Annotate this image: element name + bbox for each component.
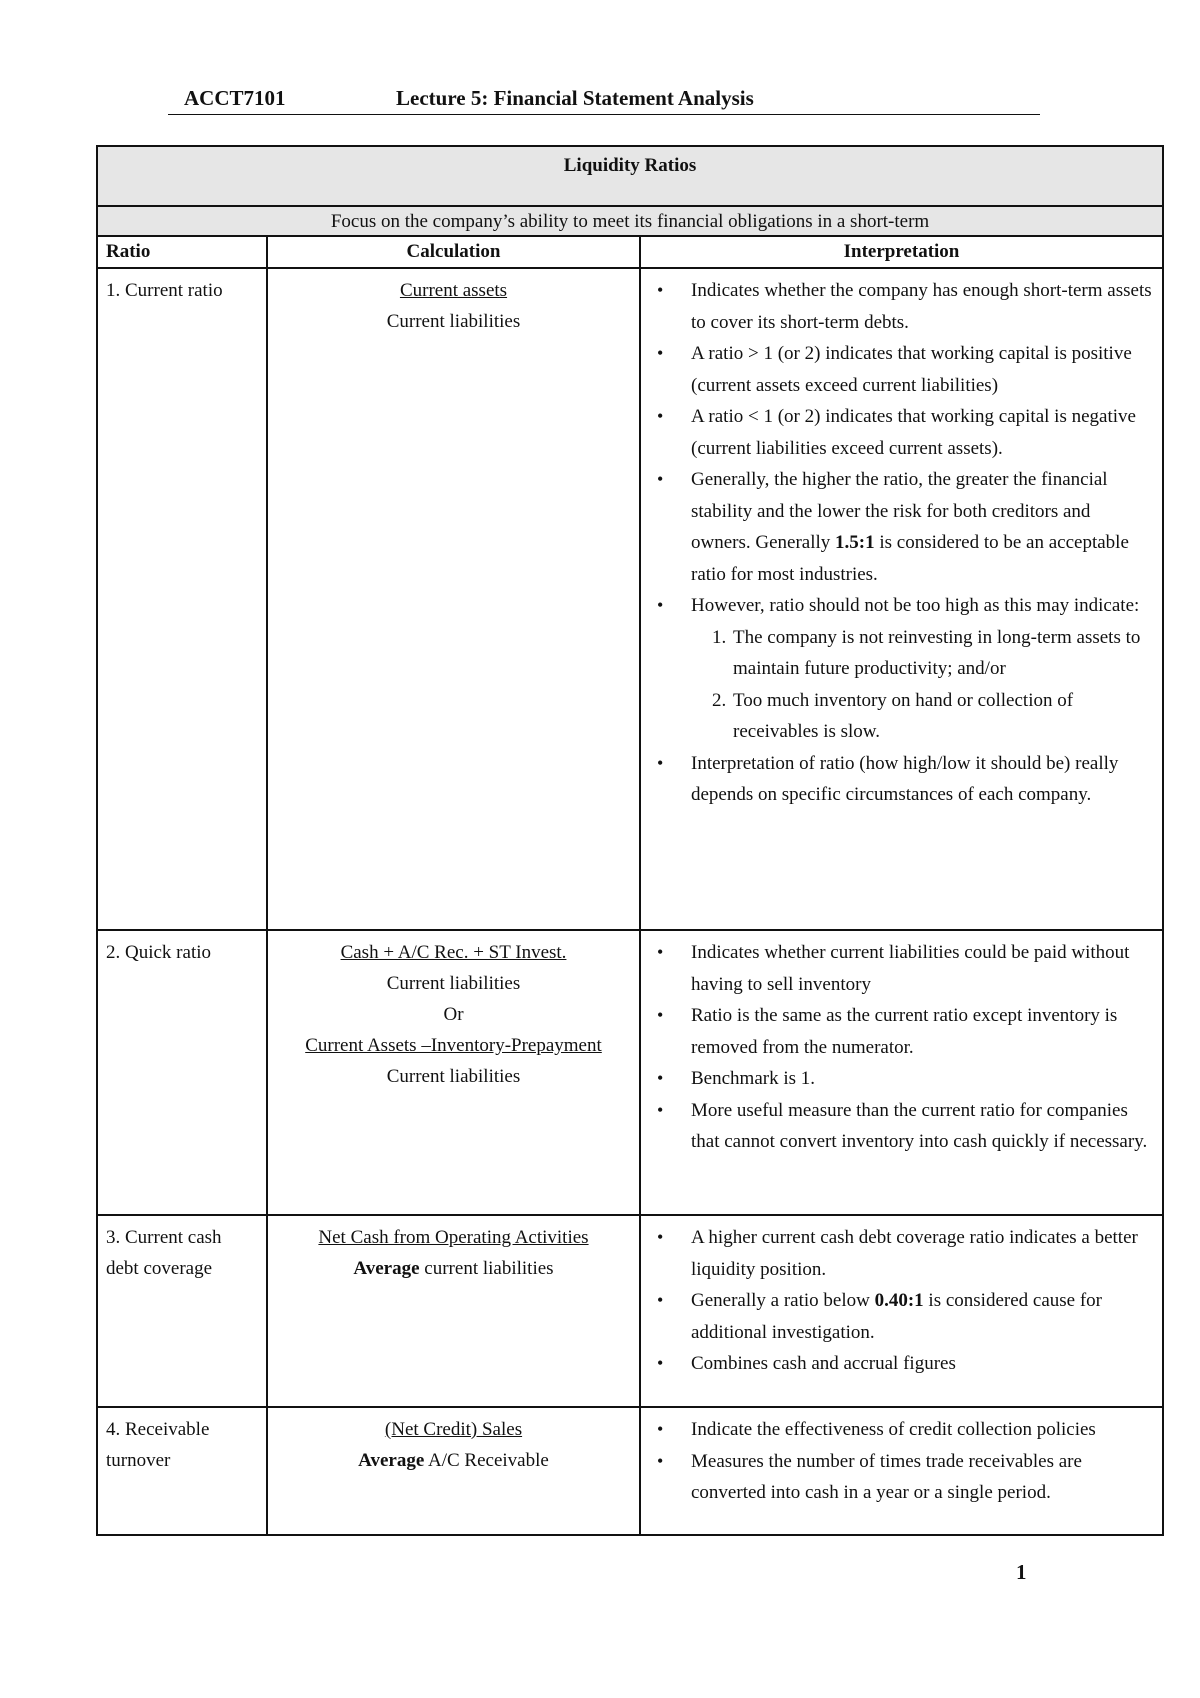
calc-denominator-alt: Current liabilities [386,1066,521,1087]
list-item: • Combines cash and accrual figures [691,1348,1152,1380]
list-item: • A ratio < 1 (or 2) indicates that working capital is negative (current liabilities exceed current assets). [691,401,1152,464]
list-item: • However, ratio should not be too high as this may indicate: 1. The company is not reinvesting in long-term assets to maintain future productivity; and/or 2. Too much inventory on hand or collection of receivables is slow. [691,590,1152,748]
list-item: • Benchmark is 1. [691,1063,1152,1095]
ratio-name: 2. Quick ratio [97,930,267,1215]
list-item: • Interpretation of ratio (how high/low it should be) really depends on specific circumstances of each company. [691,748,1152,811]
course-code: ACCT7101 [184,86,286,110]
list-item: • Ratio is the same as the current ratio except inventory is removed from the numerator. [691,1000,1152,1063]
ratio-interpretation [640,1215,1163,1407]
sub-list-item: 2. Too much inventory on hand or collection of receivables is slow. [731,685,1152,748]
ratio-interpretation [640,268,1163,930]
column-header-ratio: Ratio [97,236,267,268]
calc-denominator: Current liabilities [386,973,521,994]
lecture-title: Lecture 5: Financial Statement Analysis [396,86,754,110]
ratio-name: 3. Current cash debt coverage [97,1215,267,1407]
ratio-calculation [267,1407,640,1535]
calc-denominator: Average current liabilities [353,1258,554,1279]
calc-numerator: Current assets [399,280,508,301]
bold-benchmark: 1.5:1 [835,532,875,553]
list-item: • Generally a ratio below 0.40:1 is considered cause for additional investigation. [691,1285,1152,1348]
page-number: 1 [1016,1560,1027,1584]
table-row [97,1407,1163,1535]
liquidity-ratios-table [96,145,1164,1536]
list-item: • Measures the number of times trade receivables are converted into cash in a year or a single period. [691,1446,1152,1509]
calc-or: Or [443,1004,464,1025]
ratio-calculation [267,1215,640,1407]
list-item: • Indicates whether current liabilities could be paid without having to sell inventory [691,937,1152,1000]
column-header-interpretation: Interpretation [640,236,1163,268]
ratio-name: 4. Receivable turnover [97,1407,267,1535]
calc-denominator: Average A/C Receivable [358,1450,549,1471]
ratio-interpretation [640,1407,1163,1535]
list-item: • More useful measure than the current ratio for companies that cannot convert inventory into cash quickly if necessary. [691,1095,1152,1158]
list-item: • A ratio > 1 (or 2) indicates that working capital is positive (current assets exceed current liabilities) [691,338,1152,401]
list-item: • Generally, the higher the ratio, the greater the financial stability and the lower the risk for both creditors and owners. Generally 1.5:1 is considered to be an acceptable ratio for most industries. [691,464,1152,590]
table-row [97,268,1163,930]
list-item: • A higher current cash debt coverage ratio indicates a better liquidity position. [691,1222,1152,1285]
page-header [168,86,1040,115]
calc-denominator: Current liabilities [386,311,521,332]
table-row [97,1215,1163,1407]
ratio-calculation [267,930,640,1215]
sub-list-item: 1. The company is not reinvesting in long-term assets to maintain future productivity; and/or [731,622,1152,685]
list-item: • Indicate the effectiveness of credit collection policies [691,1414,1152,1446]
table-title: Liquidity Ratios [97,146,1163,206]
sub-list [691,622,1152,748]
list-item: • Indicates whether the company has enough short-term assets to cover its short-term debts. [691,275,1152,338]
calc-numerator: Cash + A/C Rec. + ST Invest. [340,942,567,963]
calc-numerator-alt: Current Assets –Inventory-Prepayment [305,1035,602,1056]
calc-numerator: (Net Credit) Sales [384,1419,523,1440]
column-header-calculation: Calculation [267,236,640,268]
ratio-calculation [267,268,640,930]
table-focus: Focus on the company’s ability to meet its financial obligations in a short-term [97,206,1163,236]
calc-numerator: Net Cash from Operating Activities [318,1227,589,1248]
ratio-interpretation [640,930,1163,1215]
ratio-name: 1. Current ratio [97,268,267,930]
bold-benchmark: 0.40:1 [874,1290,924,1311]
table-row [97,930,1163,1215]
